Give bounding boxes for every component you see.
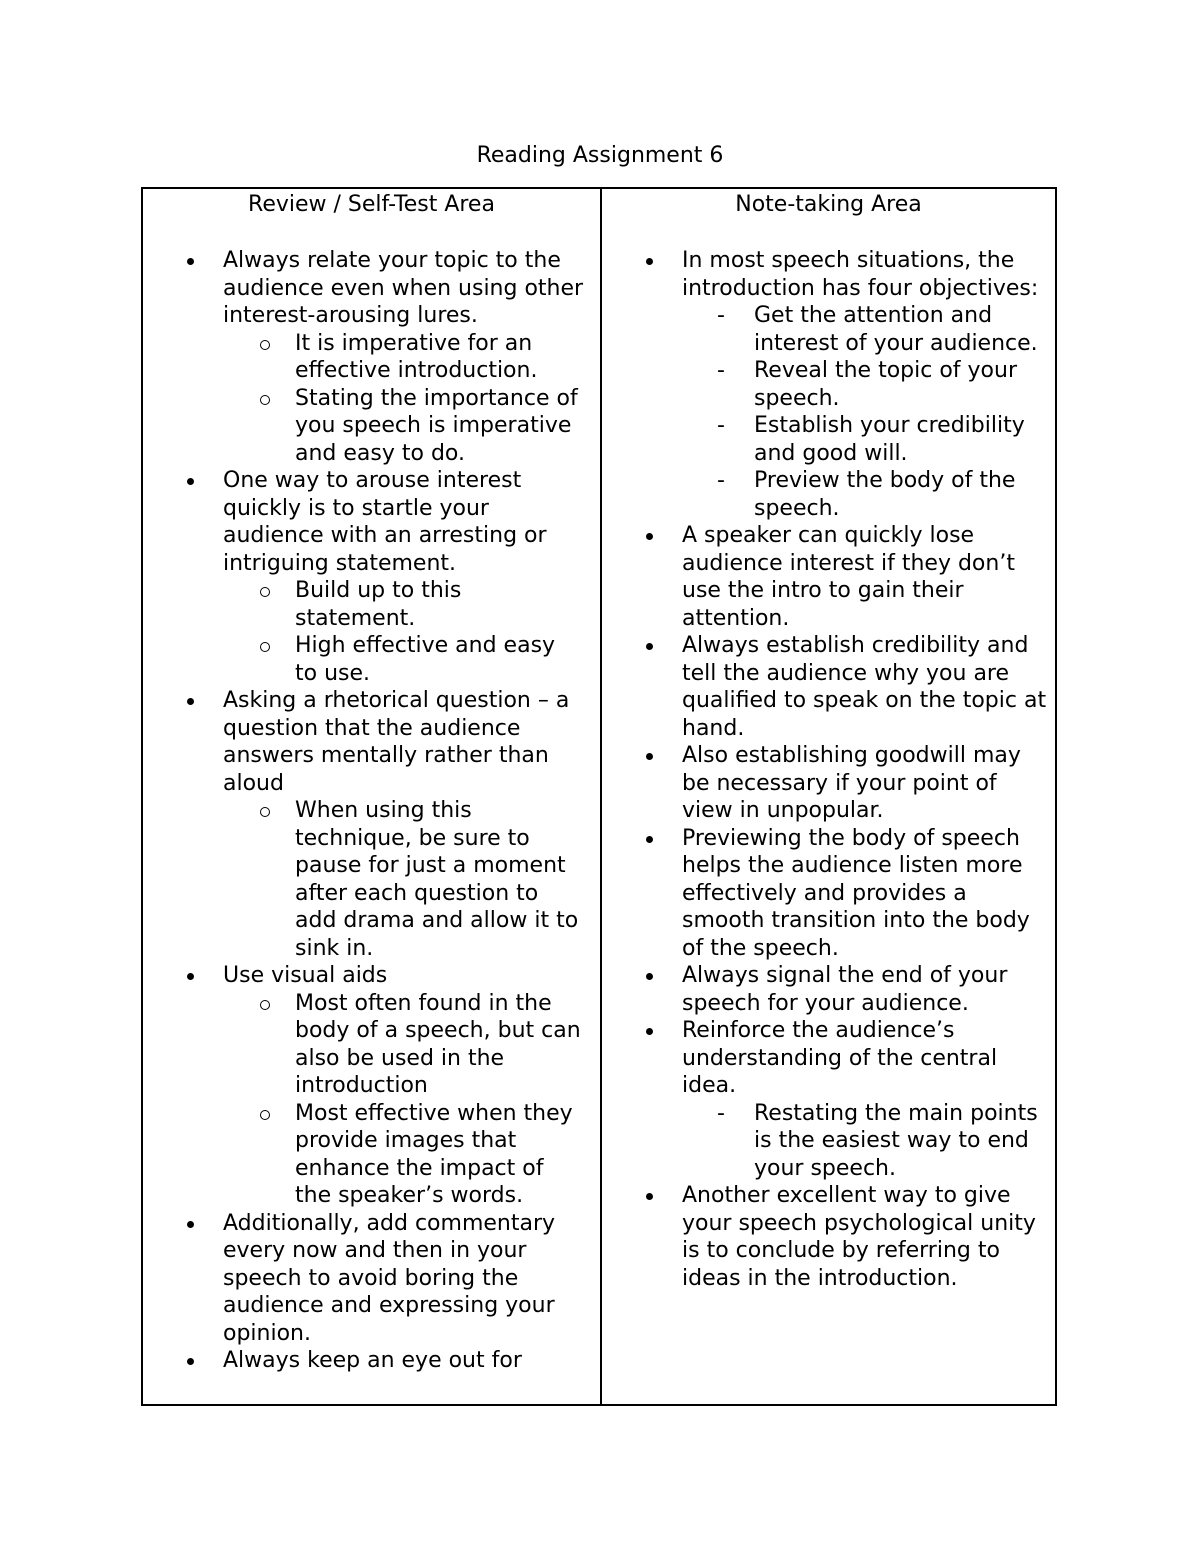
sub-list-item [602,1100,1047,1183]
list-item [143,1347,600,1375]
dash-bullet-icon: - [717,303,725,328]
sub-list-item-text: Most effective when they provide images that enhance the impact of the speaker’s words. [295,1100,573,1208]
bullet-icon [646,533,653,540]
sub-list-item [143,385,592,468]
list-item-text: Previewing the body of speech helps the audience listen more effectively and provides a smooth transition into the body of the speech. [682,825,1030,961]
circle-bullet-icon [260,642,270,652]
bullet-icon [646,1028,653,1035]
circle-bullet-icon [260,340,270,350]
notes-column-header: Note-taking Area [735,192,922,217]
list-item [143,1210,600,1348]
list-item [602,632,1055,742]
list-item-text: In most speech situations, the introduction has four objectives: [682,248,1039,301]
sub-list-item-text: High effective and easy to use. [295,633,556,686]
circle-bullet-icon [260,395,270,405]
circle-bullet-icon [260,1000,270,1010]
list-item [602,247,1055,522]
review-self-test-column [143,189,602,1404]
circle-bullet-icon [260,807,270,817]
list-item [602,825,1055,963]
list-item [602,1182,1055,1292]
list-item-text: Use visual aids [223,963,388,988]
bullet-icon [646,1193,653,1200]
bullet-icon [187,258,194,265]
sub-list [143,577,592,687]
list-item [143,467,600,687]
list-item [143,962,600,1210]
list-item-text: Also establishing goodwill may be necessary if your point of view in unpopular. [682,743,1021,823]
review-bullet-list [143,247,600,1375]
sub-list-item [602,467,1047,522]
circle-bullet-icon [260,587,270,597]
sub-list-item-text: Reveal the topic of your speech. [754,358,1017,411]
sub-list-item [143,330,592,385]
list-item-text: Another excellent way to give your speech psychological unity is to conclude by referring to ideas in the introduction. [682,1183,1036,1291]
sub-list [602,1100,1047,1183]
sub-list-item-text: Stating the importance of you speech is imperative and easy to do. [295,385,578,466]
list-item [143,687,600,962]
dash-bullet-icon: - [717,468,725,493]
sub-list-item-text: It is imperative for an effective introduction. [295,330,538,383]
list-item [602,962,1055,1017]
sub-list [143,990,592,1210]
sub-list-item [143,632,592,687]
bullet-icon [187,478,194,485]
list-item [602,1017,1055,1182]
sub-list-item [143,577,592,632]
notes-bullet-list [602,247,1055,1292]
list-item [602,742,1055,825]
sub-list-item-text: Establish your credibility and good will. [754,413,1025,466]
sub-list-item-text: Restating the main points is the easiest way to end your speech. [754,1100,1038,1181]
list-item-text: One way to arouse interest quickly is to startle your audience with an arresting or intriguing statement. [223,468,547,576]
dash-bullet-icon: - [717,413,725,438]
list-item-text: Additionally, add commentary every now and then in your speech to avoid boring the audience and expressing your opinion. [223,1210,556,1346]
document-title: Reading Assignment 6 [476,143,724,168]
sub-list [143,330,592,468]
list-item-text: Always signal the end of your speech for your audience. [682,963,1008,1016]
list-item-text: A speaker can quickly lose audience interest if they don’t use the intro to gain their attention. [682,523,1015,631]
sub-list [602,302,1047,522]
bullet-icon [187,698,194,705]
bullet-icon [187,973,194,980]
list-item-text: Asking a rhetorical question – a question that the audience answers mentally rather than aloud [223,688,570,796]
bullet-icon [646,836,653,843]
list-item-text: Always relate your topic to the audience even when using other interest-arousing lures. [223,248,584,328]
note-taking-column [602,189,1055,1404]
sub-list-item-text: Most often found in the body of a speech, but can also be used in the introduction [295,990,581,1098]
sub-list-item [143,990,592,1100]
cornell-notes-table [141,187,1057,1406]
bullet-icon [187,1358,194,1365]
sub-list-item-text: Build up to this statement. [295,578,462,631]
list-item-text: Always keep an eye out for [223,1348,522,1373]
bullet-icon [187,1221,194,1228]
sub-list-item-text: When using this technique, be sure to pause for just a moment after each question to add drama and allow it to sink in. [295,798,579,961]
sub-list-item-text: Get the attention and interest of your audience. [754,303,1038,356]
dash-bullet-icon: - [717,1100,725,1126]
sub-list-item [602,302,1047,357]
bullet-icon [646,753,653,760]
list-item [602,522,1055,632]
dash-bullet-icon: - [717,358,725,383]
sub-list-item [602,357,1047,412]
sub-list-item [143,797,592,962]
sub-list-item [602,412,1047,467]
sub-list-item [143,1100,592,1210]
circle-bullet-icon [260,1110,270,1120]
list-item-text: Always establish credibility and tell the audience why you are qualified to speak on the topic at hand. [682,633,1047,741]
sub-list [143,797,592,962]
bullet-icon [646,258,653,265]
review-column-header: Review / Self-Test Area [248,192,495,217]
list-item-text: Reinforce the audience’s understanding of the central idea. [682,1018,998,1098]
list-item [143,247,600,467]
sub-list-item-text: Preview the body of the speech. [754,468,1016,521]
bullet-icon [646,973,653,980]
bullet-icon [646,643,653,650]
